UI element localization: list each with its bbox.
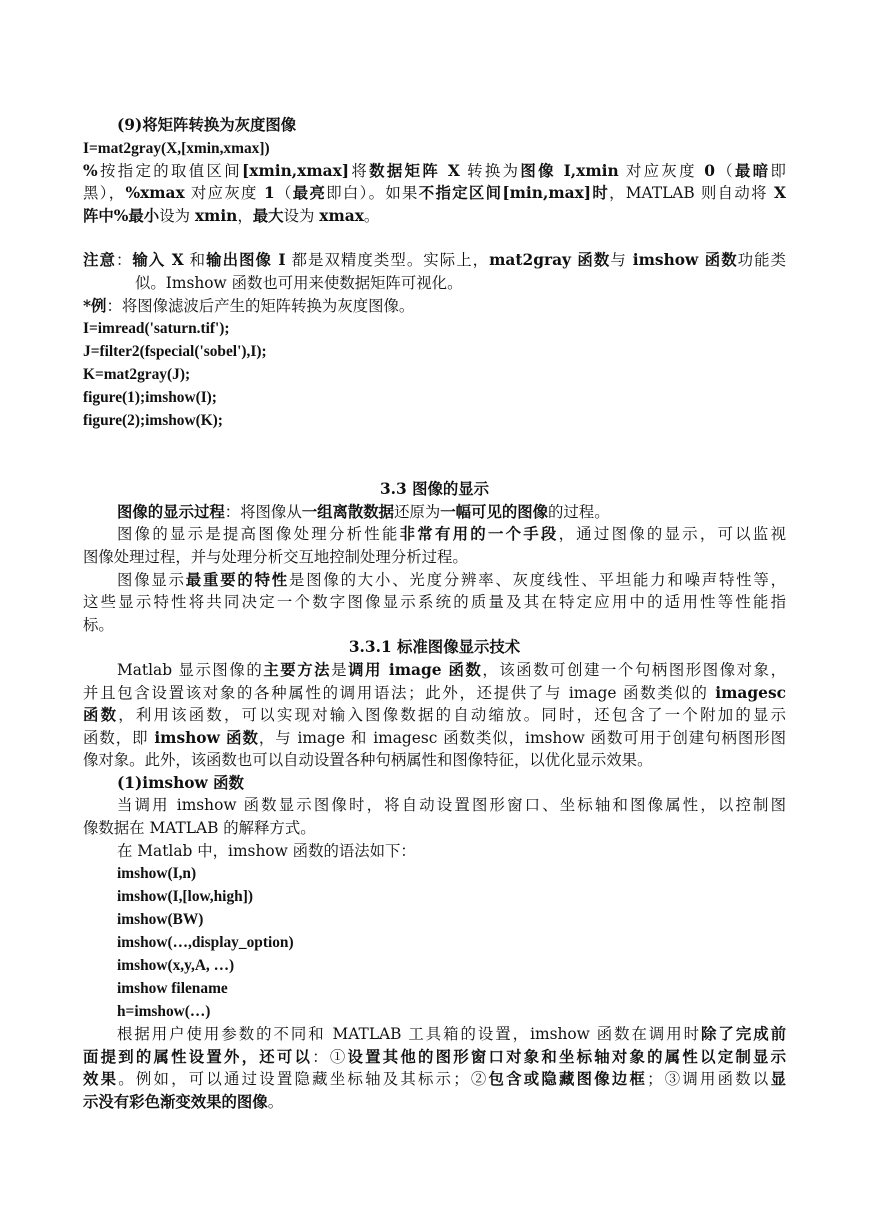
code-line: figure(1);imshow(I); (83, 389, 217, 407)
imshow-syntax-list (83, 862, 786, 1023)
paragraph-line: 在 Matlab 中，imshow 函数的语法如下： (117, 841, 416, 860)
note-line: 注意：输入 X 和输出图像 I 都是双精度类型。实际上，mat2gray 函数与 imshow 函数功能类 (83, 251, 786, 270)
document-page (83, 114, 786, 1114)
paragraph-line: 图像的显示过程：将图像从一组离散数据还原为一幅可见的图像的过程。 (117, 502, 610, 521)
paragraph-line: Matlab 显示图像的主要方法是调用 image 函数，该函数可创建一个句柄图形图像对象， (117, 660, 786, 679)
code-line: I=imread('saturn.tif'); (83, 320, 230, 338)
paragraph-line: 阵中%最小设为 xmin，最大设为 xmax。 (83, 206, 380, 225)
syntax-line: h=imshow(…) (117, 1003, 211, 1021)
syntax-line: imshow(…,display_option) (117, 934, 294, 952)
syntax-line: imshow(x,y,A, …) (117, 957, 235, 975)
paragraph-line: 像数据在 MATLAB 的解释方式。 (83, 819, 316, 838)
paragraph-line: 这些显示特性将共同决定一个数字图像显示系统的质量及其在特定应用中的适用性等性能指 (83, 593, 786, 612)
paragraph-line: 面提到的属性设置外，还可以：①设置其他的图形窗口对象和坐标轴对象的属性以定制显示 (83, 1047, 786, 1066)
paragraph-line: 图像的显示是提高图像处理分析性能非常有用的一个手段，通过图像的显示，可以监视 (117, 525, 786, 544)
example-line: *例：将图像滤波后产生的矩阵转换为灰度图像。 (83, 296, 415, 315)
code-line: K=mat2gray(J); (83, 366, 191, 384)
paragraph-line: %按指定的取值区间[xmin,xmax]将数据矩阵 X 转换为图像 I,xmin 对应灰度 0（最暗即 (83, 161, 786, 180)
paragraph-line: 黑），%xmax 对应灰度 1（最亮即白）。如果不指定区间[min,max]时，MATLAB 则自动将 X (83, 184, 786, 203)
mat2gray-description (83, 160, 786, 228)
mat2gray-syntax: I=mat2gray(X,[xmin,xmax]) (83, 139, 270, 157)
syntax-line: imshow(I,n) (117, 865, 197, 883)
imshow-heading: (1)imshow 函数 (117, 773, 244, 792)
syntax-line: imshow filename (117, 980, 228, 998)
paragraph-line: 函数，利用该函数，可以实现对输入图像数据的自动缩放。同时，还包含了一个附加的显示 (83, 706, 786, 725)
paragraph-line: 示没有彩色渐变效果的图像。 (83, 1093, 284, 1112)
note-line: 似。Imshow 函数也可用来使数据矩阵可视化。 (135, 273, 463, 292)
paragraph-line: 像对象。此外，该函数也可以自动设置各种句柄属性和图像特征，以优化显示效果。 (83, 751, 653, 770)
paragraph-line: 标。 (83, 615, 114, 634)
paragraph-line: 图像处理过程，并与处理分析交互地控制处理分析过程。 (83, 547, 468, 566)
syntax-line: imshow(I,[low,high]) (117, 888, 253, 906)
syntax-line: imshow(BW) (117, 911, 204, 929)
paragraph-line: 当调用 imshow 函数显示图像时，将自动设置图形窗口、坐标轴和图像属性，以控制图 (117, 796, 786, 815)
code-line: figure(2);imshow(K); (83, 412, 223, 430)
section-9-heading: (9)将矩阵转换为灰度图像 (117, 116, 297, 134)
note-block (83, 249, 786, 432)
section-3-3-title: 3.3 图像的显示 (379, 480, 490, 499)
section-3-3-1-title: 3.3.1 标准图像显示技术 (348, 638, 521, 657)
paragraph-line: 函数，即 imshow 函数，与 image 和 imagesc 函数类似，imshow 函数可用于创建句柄图形图 (83, 728, 786, 747)
paragraph-line: 根据用户使用参数的不同和 MATLAB 工具箱的设置，imshow 函数在调用时除了完成前 (117, 1025, 786, 1044)
code-line: J=filter2(fspecial('sobel'),I); (83, 343, 267, 361)
example-code (83, 317, 786, 432)
paragraph-line: 并且包含设置该对象的各种属性的调用语法；此外，还提供了与 image 函数类似的 imagesc (83, 683, 786, 702)
paragraph-line: 图像显示最重要的特性是图像的大小、光度分辨率、灰度线性、平坦能力和噪声特性等， (117, 570, 786, 589)
paragraph-line: 效果。例如，可以通过设置隐藏坐标轴及其标示；②包含或隐藏图像边框；③调用函数以显 (83, 1070, 786, 1089)
